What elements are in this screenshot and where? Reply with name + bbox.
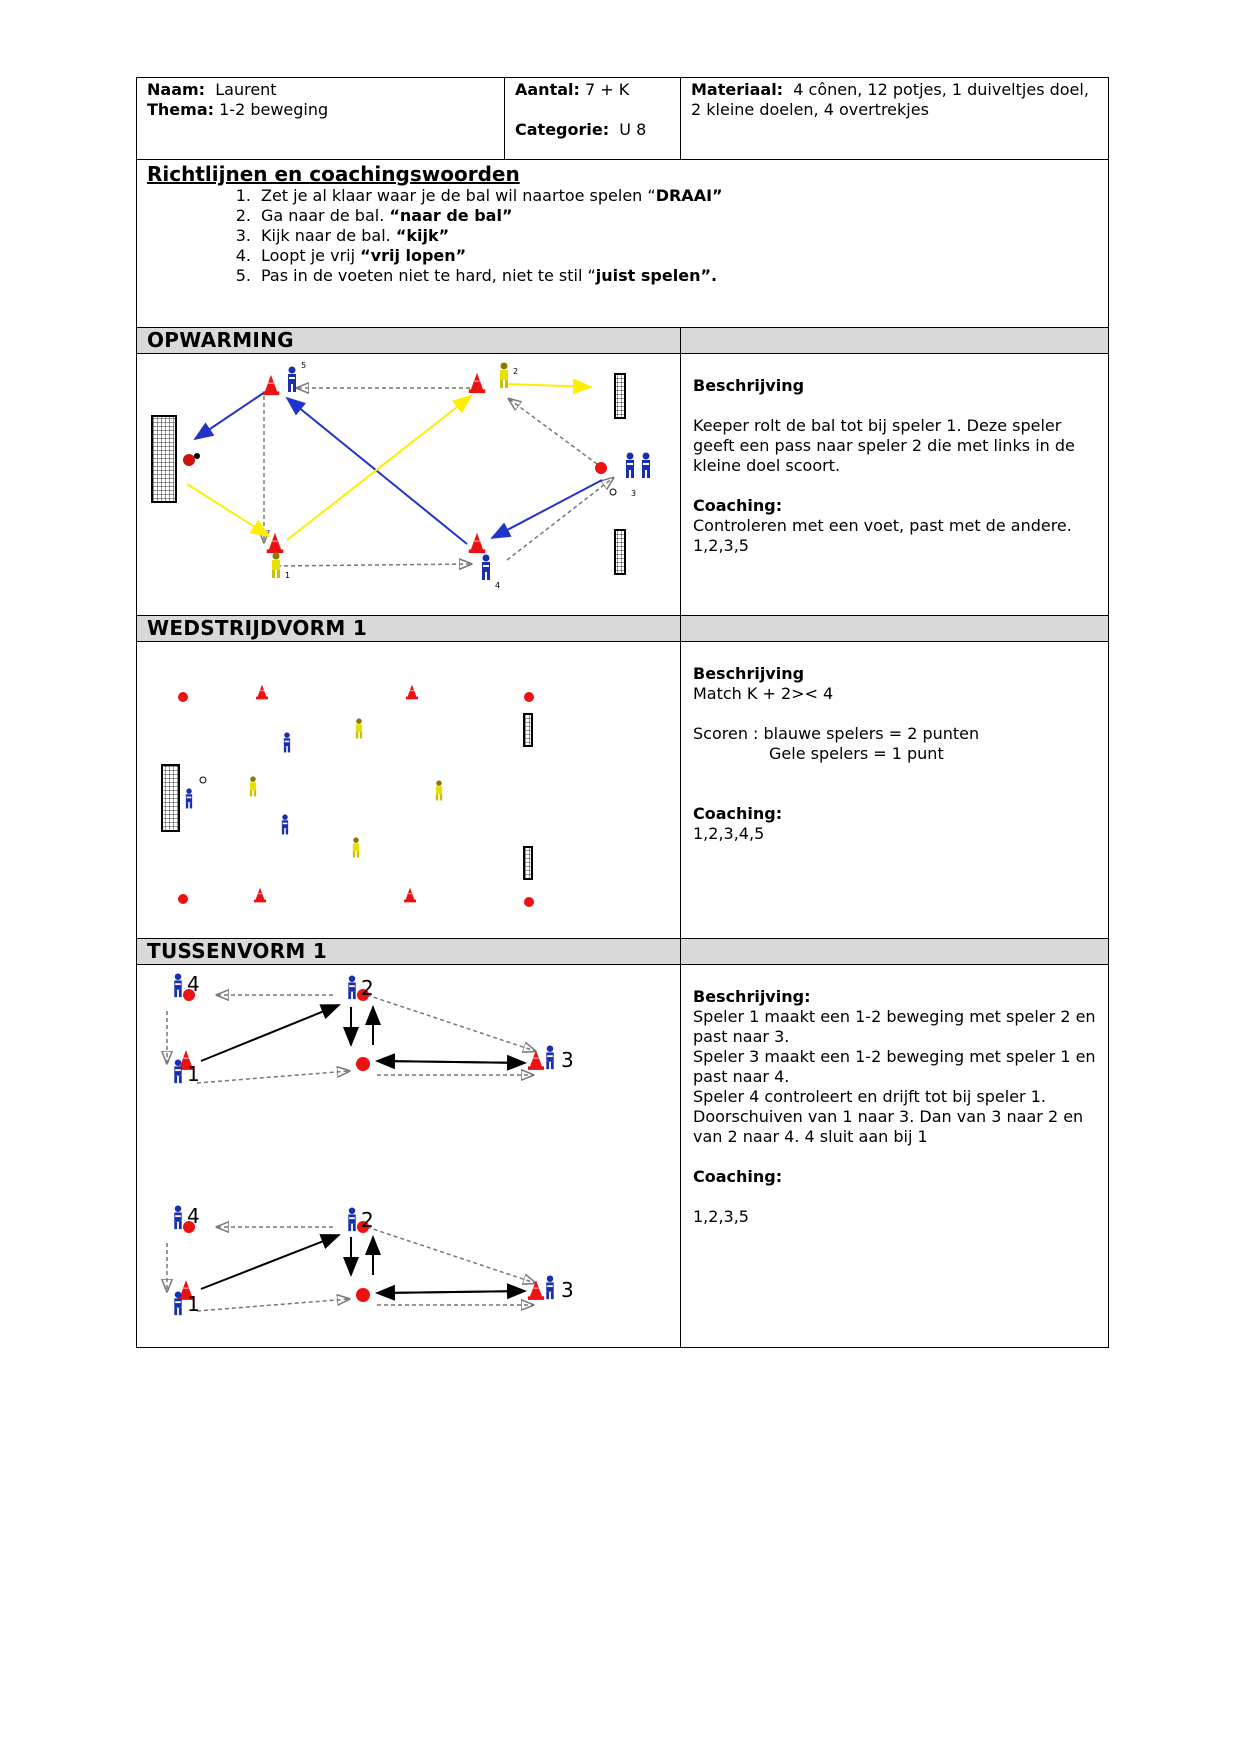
- player-number: 3: [561, 1278, 574, 1302]
- materiaal-label: Materiaal:: [691, 80, 784, 99]
- materiaal-cell: [681, 78, 1109, 160]
- player-number: 3: [631, 489, 637, 498]
- player-number: 2: [361, 1208, 374, 1232]
- wedstrijdvorm-diagram-cell: [137, 642, 681, 939]
- wedstrijdvorm-diagram: [137, 642, 681, 938]
- naam-value: Laurent: [215, 80, 277, 99]
- player-number: 5: [301, 361, 307, 370]
- thema-label: Thema:: [147, 100, 215, 119]
- opwarming-diagram: [137, 354, 681, 615]
- thema-value: 1-2 beweging: [219, 100, 329, 119]
- coaching-heading: Coaching:: [693, 804, 783, 823]
- player-number: 4: [187, 972, 200, 996]
- materiaal-value: 4 cônen, 12 potjes, 1 duiveltjes doel, 2 kleine doelen, 4 overtrekjes: [691, 80, 1089, 119]
- coaching-heading: Coaching:: [693, 1167, 783, 1186]
- richtlijnen-title: Richtlijnen en coachingswoorden: [147, 162, 520, 186]
- opwarming-description-cell: [681, 354, 1109, 616]
- naam-label: Naam:: [147, 80, 206, 99]
- beschrijving-heading: Beschrijving: [693, 664, 805, 683]
- richtlijnen-list: [137, 186, 1108, 286]
- scoren-line-2: Gele spelers = 1 punt: [769, 744, 944, 763]
- small-goal-icon: [615, 374, 625, 418]
- tussenvorm-diagram: [137, 965, 681, 1347]
- coaching-numbers: 1,2,3,5: [693, 536, 749, 555]
- description-line: Speler 3 maakt een 1-2 beweging met speler 1 en past naar 4.: [693, 1047, 1096, 1086]
- beschrijving-heading: Beschrijving:: [693, 987, 811, 1006]
- list-item: 2. Ga naar de bal. “naar de bal”: [235, 206, 513, 225]
- naam-thema-cell: [137, 78, 505, 160]
- training-sheet: [136, 77, 1108, 1348]
- wedstrijdvorm-title: WEDSTRIJDVORM 1: [137, 616, 681, 642]
- list-item: 3. Kijk naar de bal. “kijk”: [235, 226, 450, 245]
- player-number: 1: [187, 1062, 200, 1086]
- coaching-text: Controleren met een voet, past met de andere.: [693, 516, 1072, 535]
- goal-icon: [152, 416, 176, 502]
- categorie-value: U 8: [619, 120, 647, 139]
- beschrijving-heading: Beschrijving: [693, 376, 805, 395]
- tussenvorm-diagram-cell: [137, 965, 681, 1348]
- list-item: 5. Pas in de voeten niet te hard, niet te stil “juist spelen”.: [235, 266, 718, 285]
- player-number: 4: [187, 1204, 200, 1228]
- player-number: 1: [285, 571, 291, 580]
- player-number: 2: [513, 367, 519, 376]
- description-line: Doorschuiven van 1 naar 3. Dan van 3 naar 2 en van 2 naar 4. 4 sluit aan bij 1: [693, 1107, 1084, 1146]
- small-goal-icon: [615, 530, 625, 574]
- player-number: 2: [361, 976, 374, 1000]
- list-item: 4. Loopt je vrij “vrij lopen”: [235, 246, 467, 265]
- opwarming-diagram-cell: [137, 354, 681, 616]
- band-empty: [681, 328, 1109, 354]
- band-empty: [681, 616, 1109, 642]
- coaching-numbers: 1,2,3,4,5: [693, 824, 765, 843]
- player-number: 4: [495, 581, 501, 590]
- player-number: 3: [561, 1048, 574, 1072]
- aantal-label: Aantal:: [515, 80, 580, 99]
- scoren-line-1: Scoren : blauwe spelers = 2 punten: [693, 724, 980, 743]
- player-number: 1: [187, 1292, 200, 1316]
- coaching-numbers: 1,2,3,5: [693, 1207, 749, 1226]
- opwarming-description: Keeper rolt de bal tot bij speler 1. Deze speler geeft een pass naar speler 2 die met links in de kleine doel scoort.: [693, 416, 1075, 475]
- tussenvorm-title: TUSSENVORM 1: [137, 939, 681, 965]
- tussenvorm-description-cell: [681, 965, 1109, 1348]
- coaching-heading: Coaching:: [693, 496, 783, 515]
- categorie-label: Categorie:: [515, 120, 610, 139]
- aantal-value: 7 + K: [585, 80, 630, 99]
- wedstrijdvorm-description-cell: [681, 642, 1109, 939]
- band-empty: [681, 939, 1109, 965]
- sheet-table: [136, 77, 1109, 1348]
- description-line: Speler 1 maakt een 1-2 beweging met speler 2 en past naar 3.: [693, 1007, 1096, 1046]
- description-line: Speler 4 controleert en drijft tot bij speler 1.: [693, 1087, 1046, 1106]
- list-item: 1. Zet je al klaar waar je de bal wil naartoe spelen “DRAAI”: [235, 186, 723, 205]
- aantal-categorie-cell: [505, 78, 681, 160]
- match-text: Match K + 2>< 4: [693, 684, 834, 703]
- opwarming-title: OPWARMING: [137, 328, 681, 354]
- richtlijnen-cell: [137, 160, 1109, 328]
